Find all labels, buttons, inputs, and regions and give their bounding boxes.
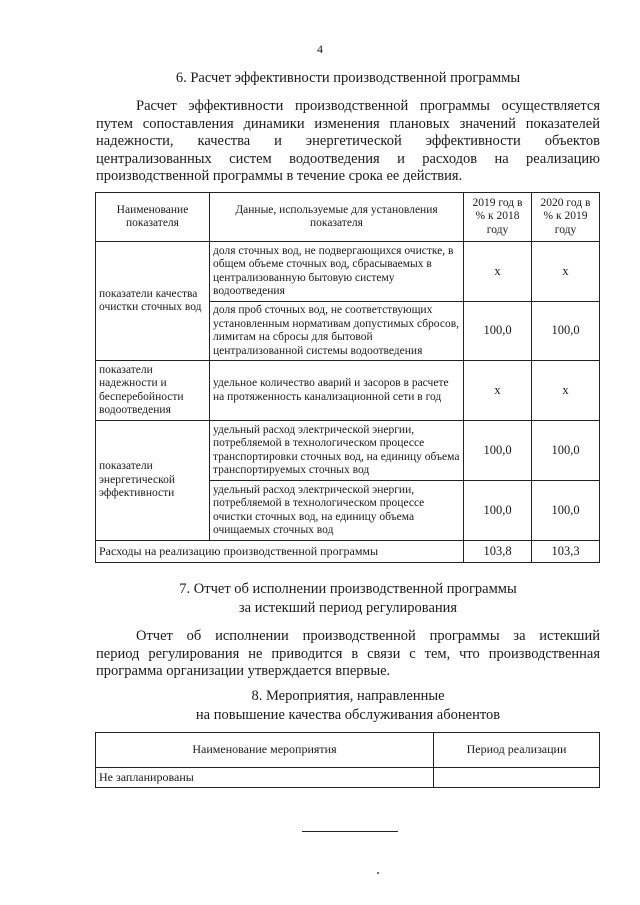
paragraph-line: путем сопоставления динамики изменения плановых значений показателей — [96, 115, 600, 132]
expenses-2020: 103,3 — [532, 541, 600, 563]
value-2020: х — [532, 361, 600, 421]
heading-line: 8. Мероприятия, направленные — [251, 688, 445, 704]
value-2020: 100,0 — [532, 302, 600, 361]
indicator-description: удельный расход электрической энергии, потребляемой в технологическом процессе транспортировки сточных вод, на единицу объема транспортируемых сточных вод — [210, 421, 464, 481]
heading-line: за истекший период регулирования — [238, 600, 458, 616]
paragraph-line: Отчет об исполнении производственной программы за истекший — [136, 628, 600, 644]
paragraph-line: производственной программы в течение срока ее действия. — [96, 168, 463, 184]
indicator-group-name: показатели энергетической эффективности — [96, 421, 210, 541]
indicator-group-name: показатели надежности и бесперебойности водоотведения — [96, 361, 210, 421]
measure-name: Не запланированы — [96, 768, 434, 788]
paragraph-line: надежности, качества и энергетической эффективности объектов — [96, 133, 600, 149]
value-2019: х — [464, 361, 532, 421]
measure-period — [434, 768, 600, 788]
heading-line: 7. Отчет об исполнении производственной программы — [179, 581, 517, 597]
paragraph-line: программа организации утверждается впервые. — [96, 663, 391, 679]
expenses-2019: 103,8 — [464, 541, 532, 563]
indicator-description: доля сточных вод, не подвергающихся очистке, в общем объеме сточных вод, сбрасываемых в централизованную бытовую систему водоотведения — [210, 242, 464, 302]
expenses-row — [96, 541, 600, 563]
header-2020: 2020 год в % к 2019 году — [532, 193, 600, 242]
table-header-row — [96, 193, 600, 242]
section-6-paragraph — [96, 98, 600, 186]
table-row — [96, 421, 600, 481]
section-8-heading — [96, 687, 600, 725]
table-row — [96, 242, 600, 302]
footer-rule — [302, 831, 398, 832]
value-2020: 100,0 — [532, 421, 600, 481]
header-data: Данные, используемые для установления показателя — [210, 193, 464, 242]
header-measure-name: Наименование мероприятия — [96, 733, 434, 768]
section-7-heading — [96, 580, 600, 618]
table-header-row — [96, 733, 600, 768]
indicator-description: удельный расход электрической энергии, потребляемой в технологическом процессе очистки сточных вод, на единицу объема очищаемых сточных вод — [210, 481, 464, 541]
expenses-label: Расходы на реализацию производственной программы — [96, 541, 464, 563]
header-2019: 2019 год в % к 2018 году — [464, 193, 532, 242]
table-row — [96, 768, 600, 788]
page-number: 4 — [317, 42, 323, 56]
value-2020: х — [532, 242, 600, 302]
paragraph-line: период регулирования не приводится в связи с тем, что производственная — [96, 645, 600, 662]
table-row — [96, 361, 600, 421]
value-2019: 100,0 — [464, 481, 532, 541]
scan-dot — [377, 872, 379, 874]
paragraph-line: централизованных систем водоотведения и расходов на реализацию — [96, 150, 600, 167]
value-2019: 100,0 — [464, 421, 532, 481]
indicator-description: доля проб сточных вод, не соответствующих установленным нормативам допустимых сбросов, лимитам на сбросы для бытовой централизованной системы водоотведения — [210, 302, 464, 361]
measures-table — [95, 732, 600, 788]
value-2019: 100,0 — [464, 302, 532, 361]
heading-line: на повышение качества обслуживания абонентов — [195, 707, 501, 723]
indicator-group-name: показатели качества очистки сточных вод — [96, 242, 210, 361]
value-2019: х — [464, 242, 532, 302]
header-indicator-name: Наименование показателя — [96, 193, 210, 242]
header-implementation-period: Период реализации — [434, 733, 600, 768]
indicator-description: удельное количество аварий и засоров в расчете на протяженность канализационной сети в год — [210, 361, 464, 421]
section-6-heading: 6. Расчет эффективности производственной программы — [175, 70, 521, 86]
value-2020: 100,0 — [532, 481, 600, 541]
efficiency-table — [95, 192, 600, 563]
section-7-paragraph — [96, 628, 600, 681]
paragraph-line: Расчет эффективности производственной программы осуществляется — [136, 98, 600, 114]
